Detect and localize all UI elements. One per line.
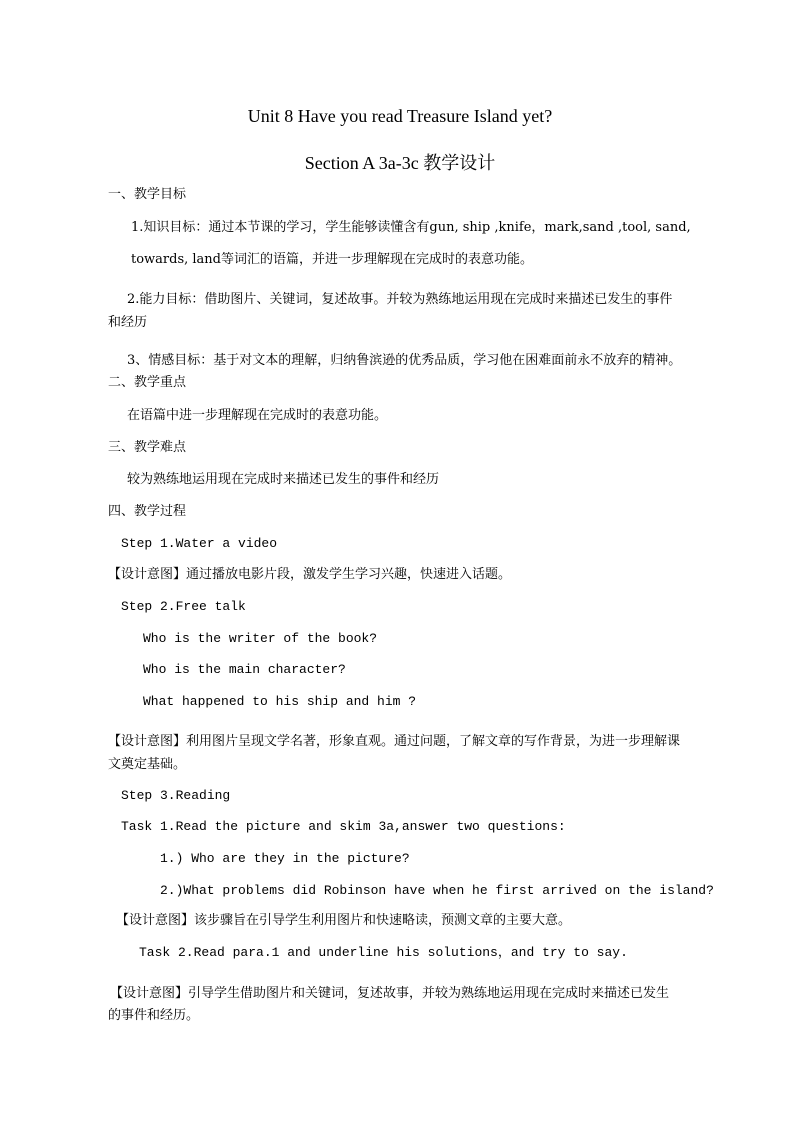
- document-subtitle: Section A 3a-3c 教学设计: [304, 153, 496, 173]
- step2-design-intent-line1: 【设计意图】利用图片呈现文学名著，形象直观。通过问题，了解文章的写作背景，为进一步理解课: [108, 734, 681, 749]
- objective-knowledge-line1: 1.知识目标：通过本节课的学习，学生能够读懂含有gun, ship ,knife，mark,sand ,tool, sand,: [131, 220, 691, 235]
- document-title: Unit 8 Have you read Treasure Island yet?: [247, 106, 553, 126]
- step2-heading: Step 2.Free talk: [121, 599, 246, 614]
- objective-ability-line1: 2.能力目标：借助图片、关键词，复述故事。并较为熟练地运用现在完成时来描述已发生的事件: [127, 292, 673, 307]
- objective-ability-line2: 和经历: [108, 315, 148, 330]
- step1-design-intent: 【设计意图】通过播放电影片段，激发学生学习兴趣，快速进入话题。: [108, 567, 512, 582]
- task1-heading: Task 1.Read the picture and skim 3a,answer two questions:: [121, 819, 566, 834]
- section-heading-key-points: 二、教学重点: [108, 375, 187, 390]
- step2-design-intent-line2: 文奠定基础。: [108, 757, 187, 772]
- step1-heading: Step 1.Water a video: [121, 536, 278, 551]
- difficulties-body: 较为熟练地运用现在完成时来描述已发生的事件和经历: [127, 472, 440, 487]
- section-heading-objectives: 一、教学目标: [108, 187, 187, 202]
- task1-question-1: 1.) Who are they in the picture?: [160, 851, 410, 866]
- task1-question-2: 2.)What problems did Robinson have when he first arrived on the island?: [160, 883, 714, 898]
- step3-heading: Step 3.Reading: [121, 788, 231, 803]
- objective-emotion: 3、情感目标：基于对文本的理解，归纳鲁滨逊的优秀品质，学习他在困难面前永不放弃的精神。: [127, 353, 682, 368]
- task2-design-intent-line1: 【设计意图】引导学生借助图片和关键词，复述故事，并较为熟练地运用现在完成时来描述已发生: [110, 986, 670, 1001]
- task1-design-intent: 【设计意图】该步骤旨在引导学生利用图片和快速略读，预测文章的主要大意。: [116, 913, 572, 928]
- section-heading-process: 四、教学过程: [108, 504, 187, 519]
- free-talk-question-2: Who is the main character?: [143, 662, 346, 677]
- free-talk-question-3: What happened to his ship and him ?: [143, 694, 417, 709]
- section-heading-difficulties: 三、教学难点: [108, 440, 187, 455]
- key-points-body: 在语篇中进一步理解现在完成时的表意功能。: [127, 408, 388, 423]
- objective-knowledge-line2: towards, land等词汇的语篇，并进一步理解现在完成时的表意功能。: [131, 252, 534, 267]
- task2-heading: Task 2.Read para.1 and underline his solutions，and try to say.: [139, 945, 628, 960]
- free-talk-question-1: Who is the writer of the book?: [143, 631, 378, 646]
- task2-design-intent-line2: 的事件和经历。: [108, 1008, 200, 1023]
